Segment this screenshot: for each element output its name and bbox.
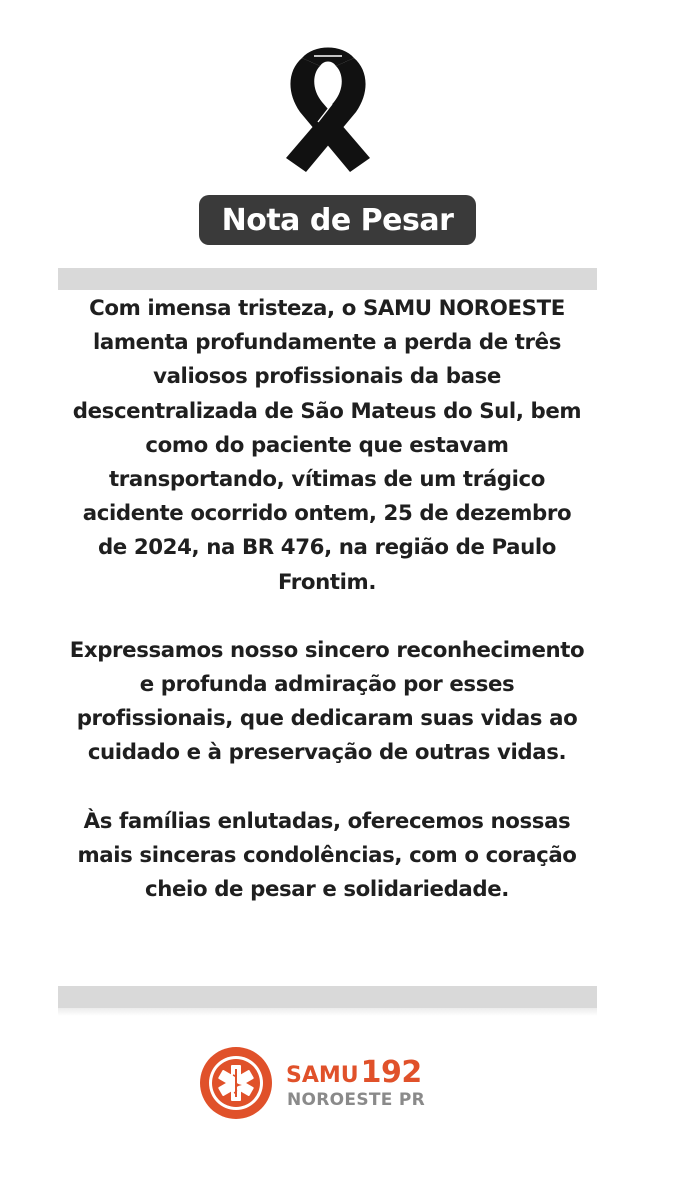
- brand-number: 192: [360, 1055, 422, 1090]
- divider-shadow: [58, 1008, 597, 1016]
- brand-region: NOROESTE PR: [287, 1090, 426, 1110]
- star-of-life-icon: [198, 1045, 274, 1121]
- bottom-divider: [58, 986, 597, 1008]
- page-title: Nota de Pesar: [199, 195, 476, 245]
- message-paragraph: Às famílias enlutadas, oferecemos nossas mais sinceras condolências, com o coração cheio de pesar e solidariedade.: [77, 808, 577, 903]
- brand-logo-text: [286, 1055, 422, 1089]
- brand-samu: SAMU: [286, 1063, 359, 1088]
- mourning-ribbon-icon: [278, 40, 378, 180]
- message-body: [66, 292, 588, 907]
- top-divider: [58, 268, 597, 290]
- message-paragraph: Expressamos nosso sincero reconhecimento e profunda admiração por esses profissionais, que dedicaram suas vidas ao cuidado e à preservação de outras vidas.: [69, 637, 585, 766]
- message-paragraph: Com imensa tristeza, o SAMU NOROESTE lamenta profundamente a perda de três valiosos profissionais da base descentralizada de São Mateus do Sul, bem como do paciente que estavam transportando, vítimas de um trágico acidente ocorrido ontem, 25 de dezembro de 2024, na BR 476, na região de Paulo Frontim.: [72, 296, 582, 595]
